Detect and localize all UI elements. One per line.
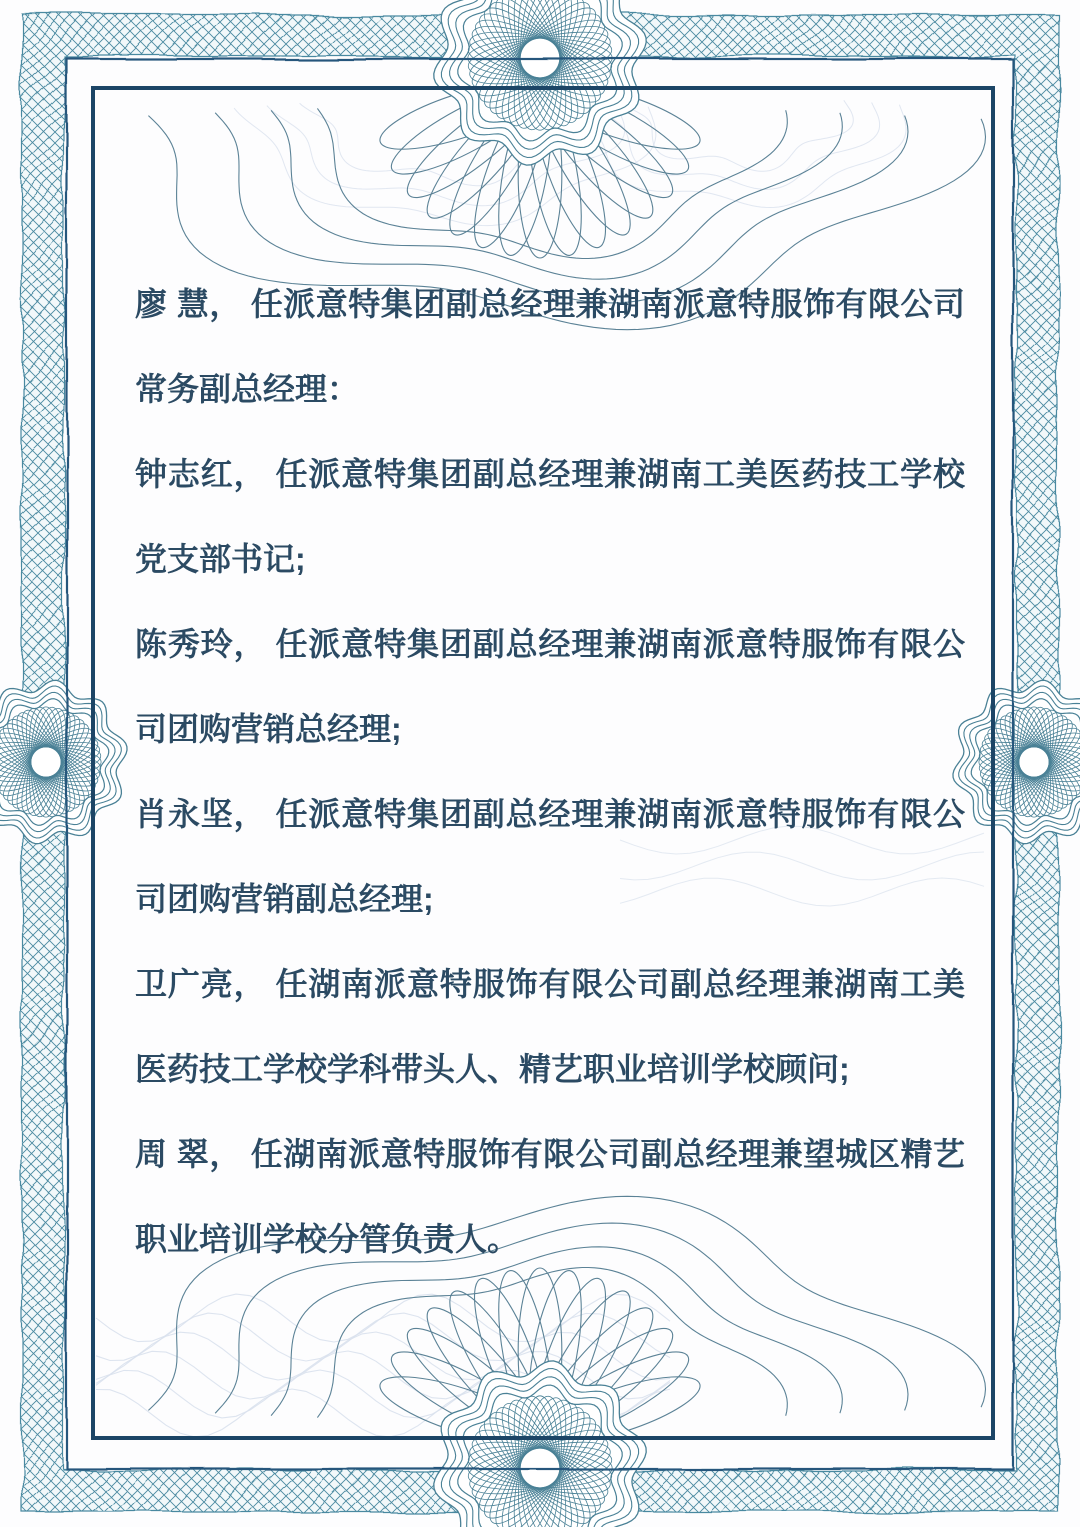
rosette-medallion-left: [0, 680, 127, 843]
rosette-medallion-right: [953, 680, 1080, 843]
person-name: 卫广亮，: [135, 966, 267, 1002]
appointment-title: 任湖南派意特服饰有限公司副总经理兼湖南工美医药技工学校学科带头人、精艺职业培训学校顾问;: [135, 966, 965, 1087]
person-name: 廖 慧，: [135, 286, 242, 322]
appointment-title: 任湖南派意特服饰有限公司副总经理兼望城区精艺职业培训学校分管负责人。: [135, 1136, 965, 1257]
appointment-list: [135, 262, 965, 1282]
appointment-title: 任派意特集团副总经理兼湖南派意特服饰有限公司团购营销总经理;: [135, 626, 965, 747]
appointment-entry: [135, 942, 965, 1112]
person-name: 肖永坚，: [135, 796, 267, 832]
rosette-medallion-top: [434, 0, 646, 165]
appointment-entry: [135, 602, 965, 772]
appointment-entry: [135, 432, 965, 602]
appointment-title: 任派意特集团副总经理兼湖南工美医药技工学校党支部书记;: [135, 456, 965, 577]
person-name: 钟志红，: [135, 456, 267, 492]
person-name: 周 翠，: [135, 1136, 242, 1172]
rosette-medallion-bottom: [434, 1361, 646, 1527]
appointment-title: 任派意特集团副总经理兼湖南派意特服饰有限公司团购营销副总经理;: [135, 796, 965, 917]
appointment-title: 任派意特集团副总经理兼湖南派意特服饰有限公司常务副总经理：: [135, 286, 965, 407]
appointment-entry: [135, 772, 965, 942]
person-name: 陈秀玲，: [135, 626, 267, 662]
appointment-entry: [135, 262, 965, 432]
appointment-entry: [135, 1112, 965, 1282]
